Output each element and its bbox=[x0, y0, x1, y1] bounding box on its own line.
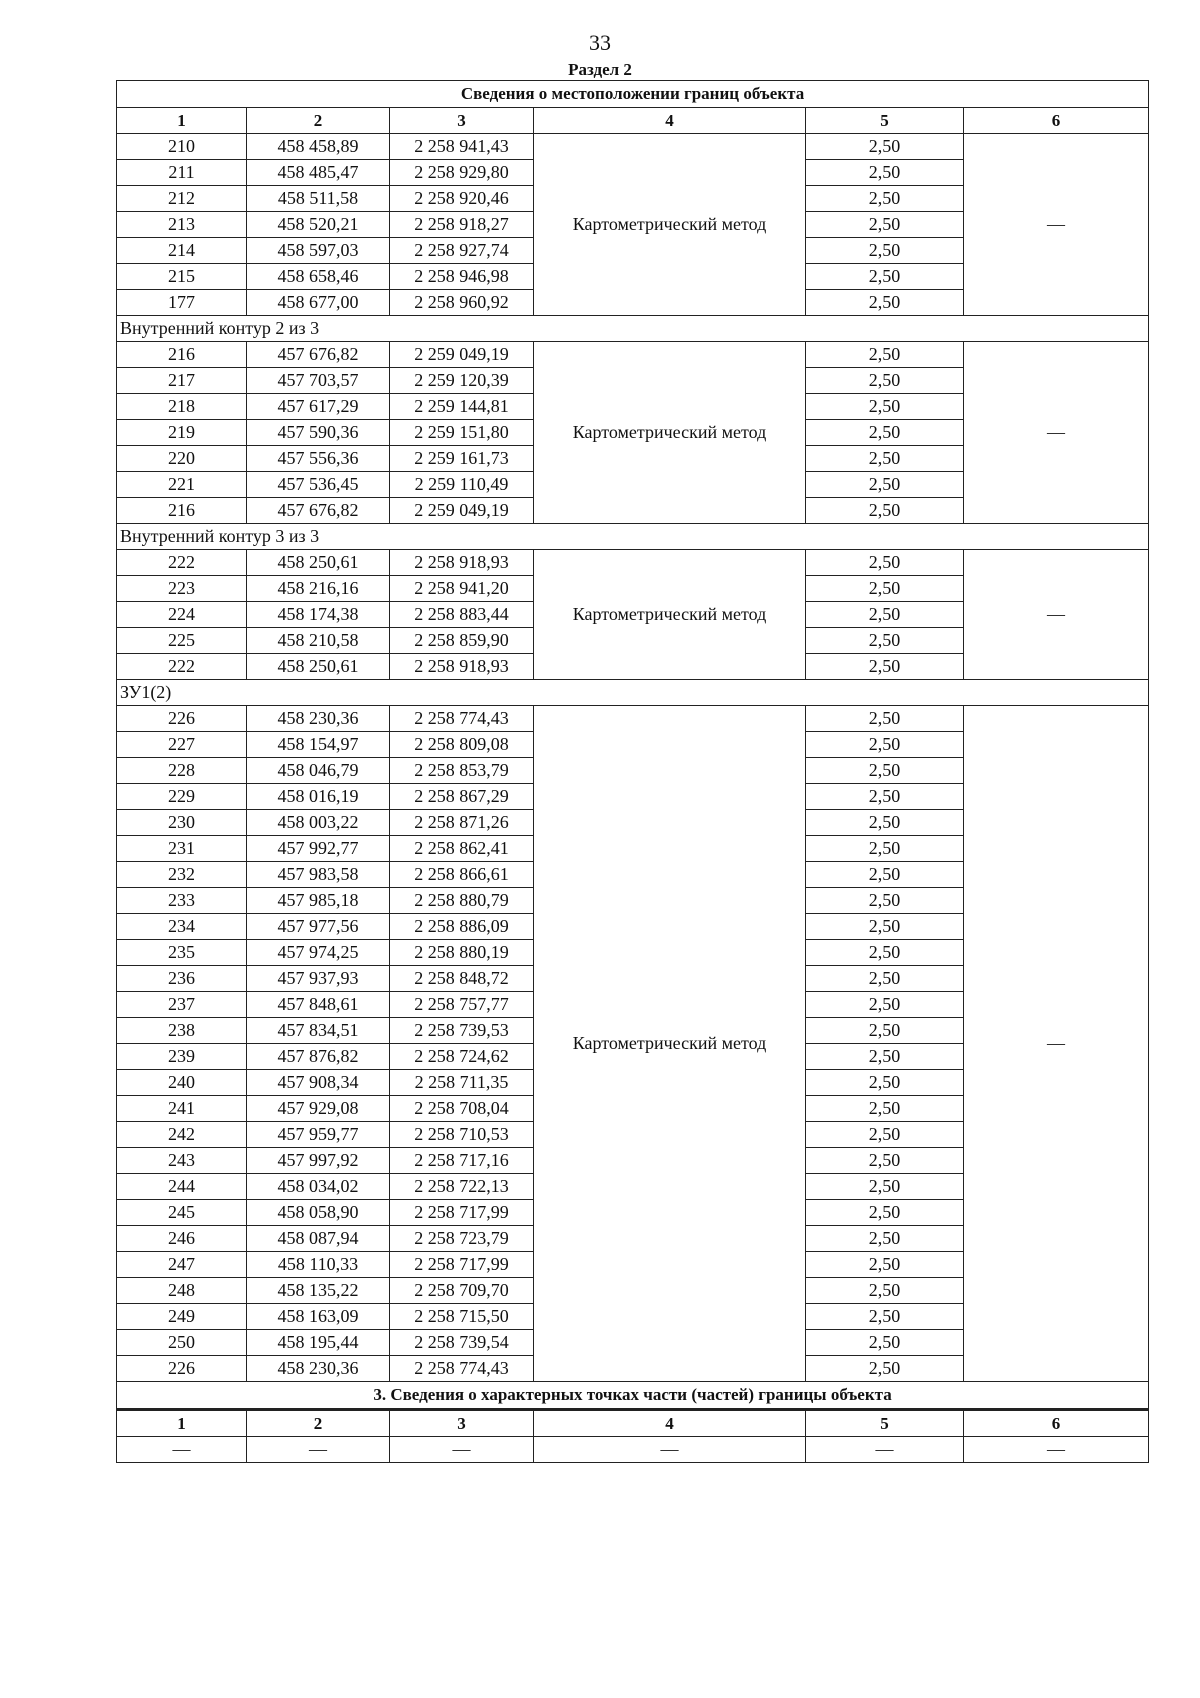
accuracy-cell: 2,50 bbox=[806, 342, 964, 368]
y-coordinate-cell: 2 258 929,80 bbox=[390, 160, 534, 186]
x-coordinate-cell: 458 216,16 bbox=[247, 576, 390, 602]
y-coordinate-cell: 2 258 739,53 bbox=[390, 1018, 534, 1044]
part-cell: — bbox=[806, 1437, 964, 1463]
accuracy-cell: 2,50 bbox=[806, 1252, 964, 1278]
y-coordinate-cell: 2 258 960,92 bbox=[390, 290, 534, 316]
point-number-cell: 248 bbox=[117, 1278, 247, 1304]
part-column-header: 4 bbox=[534, 1410, 806, 1437]
point-number-cell: 211 bbox=[117, 160, 247, 186]
accuracy-cell: 2,50 bbox=[806, 1174, 964, 1200]
accuracy-cell: 2,50 bbox=[806, 160, 964, 186]
x-coordinate-cell: 458 597,03 bbox=[247, 238, 390, 264]
x-coordinate-cell: 457 834,51 bbox=[247, 1018, 390, 1044]
point-number-cell: 247 bbox=[117, 1252, 247, 1278]
y-coordinate-cell: 2 258 867,29 bbox=[390, 784, 534, 810]
point-number-cell: 235 bbox=[117, 940, 247, 966]
point-number-cell: 240 bbox=[117, 1070, 247, 1096]
table-row bbox=[117, 134, 1149, 160]
accuracy-cell: 2,50 bbox=[806, 992, 964, 1018]
point-number-cell: 234 bbox=[117, 914, 247, 940]
y-coordinate-cell: 2 258 757,77 bbox=[390, 992, 534, 1018]
contour-label-row bbox=[117, 680, 1149, 706]
accuracy-cell: 2,50 bbox=[806, 186, 964, 212]
x-coordinate-cell: 457 983,58 bbox=[247, 862, 390, 888]
boundary-table bbox=[116, 80, 1149, 1463]
column-header: 1 bbox=[117, 108, 247, 134]
y-coordinate-cell: 2 258 710,53 bbox=[390, 1122, 534, 1148]
x-coordinate-cell: 458 154,97 bbox=[247, 732, 390, 758]
y-coordinate-cell: 2 258 946,98 bbox=[390, 264, 534, 290]
point-number-cell: 226 bbox=[117, 1356, 247, 1382]
point-number-cell: 217 bbox=[117, 368, 247, 394]
x-coordinate-cell: 457 536,45 bbox=[247, 472, 390, 498]
x-coordinate-cell: 458 485,47 bbox=[247, 160, 390, 186]
point-number-cell: 228 bbox=[117, 758, 247, 784]
accuracy-cell: 2,50 bbox=[806, 888, 964, 914]
accuracy-cell: 2,50 bbox=[806, 654, 964, 680]
point-number-cell: 212 bbox=[117, 186, 247, 212]
x-coordinate-cell: 458 511,58 bbox=[247, 186, 390, 212]
accuracy-cell: 2,50 bbox=[806, 810, 964, 836]
x-coordinate-cell: 458 058,90 bbox=[247, 1200, 390, 1226]
table-row bbox=[117, 550, 1149, 576]
y-coordinate-cell: 2 258 920,46 bbox=[390, 186, 534, 212]
column-header: 3 bbox=[390, 108, 534, 134]
y-coordinate-cell: 2 259 144,81 bbox=[390, 394, 534, 420]
contour-label: Внутренний контур 3 из 3 bbox=[117, 524, 1149, 550]
point-number-cell: 226 bbox=[117, 706, 247, 732]
x-coordinate-cell: 458 520,21 bbox=[247, 212, 390, 238]
y-coordinate-cell: 2 258 724,62 bbox=[390, 1044, 534, 1070]
accuracy-cell: 2,50 bbox=[806, 1070, 964, 1096]
accuracy-cell: 2,50 bbox=[806, 628, 964, 654]
x-coordinate-cell: 458 250,61 bbox=[247, 654, 390, 680]
accuracy-cell: 2,50 bbox=[806, 264, 964, 290]
y-coordinate-cell: 2 258 883,44 bbox=[390, 602, 534, 628]
y-coordinate-cell: 2 258 809,08 bbox=[390, 732, 534, 758]
part-column-header-row bbox=[117, 1410, 1149, 1437]
part-column-header: 5 bbox=[806, 1410, 964, 1437]
point-number-cell: 241 bbox=[117, 1096, 247, 1122]
y-coordinate-cell: 2 258 918,27 bbox=[390, 212, 534, 238]
x-coordinate-cell: 457 929,08 bbox=[247, 1096, 390, 1122]
accuracy-cell: 2,50 bbox=[806, 1200, 964, 1226]
table-row bbox=[117, 342, 1149, 368]
y-coordinate-cell: 2 258 708,04 bbox=[390, 1096, 534, 1122]
accuracy-cell: 2,50 bbox=[806, 836, 964, 862]
part-table-row bbox=[117, 1437, 1149, 1463]
x-coordinate-cell: 457 959,77 bbox=[247, 1122, 390, 1148]
y-coordinate-cell: 2 259 049,19 bbox=[390, 498, 534, 524]
point-number-cell: 227 bbox=[117, 732, 247, 758]
x-coordinate-cell: 458 658,46 bbox=[247, 264, 390, 290]
y-coordinate-cell: 2 258 871,26 bbox=[390, 810, 534, 836]
description-cell: — bbox=[964, 550, 1149, 680]
x-coordinate-cell: 458 458,89 bbox=[247, 134, 390, 160]
x-coordinate-cell: 457 590,36 bbox=[247, 420, 390, 446]
point-number-cell: 230 bbox=[117, 810, 247, 836]
x-coordinate-cell: 458 016,19 bbox=[247, 784, 390, 810]
x-coordinate-cell: 457 617,29 bbox=[247, 394, 390, 420]
y-coordinate-cell: 2 258 715,50 bbox=[390, 1304, 534, 1330]
x-coordinate-cell: 457 703,57 bbox=[247, 368, 390, 394]
column-header: 2 bbox=[247, 108, 390, 134]
accuracy-cell: 2,50 bbox=[806, 1122, 964, 1148]
part-column-header: 1 bbox=[117, 1410, 247, 1437]
x-coordinate-cell: 457 974,25 bbox=[247, 940, 390, 966]
y-coordinate-cell: 2 258 862,41 bbox=[390, 836, 534, 862]
x-coordinate-cell: 457 676,82 bbox=[247, 498, 390, 524]
y-coordinate-cell: 2 258 927,74 bbox=[390, 238, 534, 264]
accuracy-cell: 2,50 bbox=[806, 394, 964, 420]
y-coordinate-cell: 2 259 161,73 bbox=[390, 446, 534, 472]
y-coordinate-cell: 2 259 120,39 bbox=[390, 368, 534, 394]
column-header: 4 bbox=[534, 108, 806, 134]
point-number-cell: 222 bbox=[117, 550, 247, 576]
y-coordinate-cell: 2 259 049,19 bbox=[390, 342, 534, 368]
method-cell: Картометрический метод bbox=[534, 134, 806, 316]
x-coordinate-cell: 457 848,61 bbox=[247, 992, 390, 1018]
accuracy-cell: 2,50 bbox=[806, 212, 964, 238]
method-cell: Картометрический метод bbox=[534, 550, 806, 680]
accuracy-cell: 2,50 bbox=[806, 1356, 964, 1382]
accuracy-cell: 2,50 bbox=[806, 238, 964, 264]
y-coordinate-cell: 2 258 717,16 bbox=[390, 1148, 534, 1174]
y-coordinate-cell: 2 258 848,72 bbox=[390, 966, 534, 992]
y-coordinate-cell: 2 259 110,49 bbox=[390, 472, 534, 498]
y-coordinate-cell: 2 258 853,79 bbox=[390, 758, 534, 784]
point-number-cell: 224 bbox=[117, 602, 247, 628]
y-coordinate-cell: 2 258 941,20 bbox=[390, 576, 534, 602]
x-coordinate-cell: 457 556,36 bbox=[247, 446, 390, 472]
x-coordinate-cell: 458 110,33 bbox=[247, 1252, 390, 1278]
point-number-cell: 237 bbox=[117, 992, 247, 1018]
accuracy-cell: 2,50 bbox=[806, 576, 964, 602]
point-number-cell: 216 bbox=[117, 342, 247, 368]
method-cell: Картометрический метод bbox=[534, 706, 806, 1382]
x-coordinate-cell: 457 876,82 bbox=[247, 1044, 390, 1070]
point-number-cell: 225 bbox=[117, 628, 247, 654]
point-number-cell: 223 bbox=[117, 576, 247, 602]
y-coordinate-cell: 2 258 711,35 bbox=[390, 1070, 534, 1096]
accuracy-cell: 2,50 bbox=[806, 290, 964, 316]
point-number-cell: 215 bbox=[117, 264, 247, 290]
x-coordinate-cell: 458 677,00 bbox=[247, 290, 390, 316]
part-column-header: 2 bbox=[247, 1410, 390, 1437]
x-coordinate-cell: 458 230,36 bbox=[247, 1356, 390, 1382]
table-caption: Сведения о местоположении границ объекта bbox=[117, 81, 1149, 108]
description-cell: — bbox=[964, 706, 1149, 1382]
x-coordinate-cell: 458 210,58 bbox=[247, 628, 390, 654]
y-coordinate-cell: 2 258 722,13 bbox=[390, 1174, 534, 1200]
point-number-cell: 238 bbox=[117, 1018, 247, 1044]
accuracy-cell: 2,50 bbox=[806, 862, 964, 888]
y-coordinate-cell: 2 258 918,93 bbox=[390, 654, 534, 680]
x-coordinate-cell: 458 046,79 bbox=[247, 758, 390, 784]
point-number-cell: 245 bbox=[117, 1200, 247, 1226]
part-cell: — bbox=[534, 1437, 806, 1463]
part-cell: — bbox=[390, 1437, 534, 1463]
contour-label: ЗУ1(2) bbox=[117, 680, 1149, 706]
x-coordinate-cell: 457 985,18 bbox=[247, 888, 390, 914]
part-column-header: 6 bbox=[964, 1410, 1149, 1437]
accuracy-cell: 2,50 bbox=[806, 134, 964, 160]
x-coordinate-cell: 458 135,22 bbox=[247, 1278, 390, 1304]
page-number: 33 bbox=[589, 30, 611, 55]
y-coordinate-cell: 2 258 918,93 bbox=[390, 550, 534, 576]
point-number-cell: 213 bbox=[117, 212, 247, 238]
accuracy-cell: 2,50 bbox=[806, 1148, 964, 1174]
y-coordinate-cell: 2 258 880,79 bbox=[390, 888, 534, 914]
y-coordinate-cell: 2 258 739,54 bbox=[390, 1330, 534, 1356]
point-number-cell: 220 bbox=[117, 446, 247, 472]
accuracy-cell: 2,50 bbox=[806, 914, 964, 940]
accuracy-cell: 2,50 bbox=[806, 550, 964, 576]
part-cell: — bbox=[247, 1437, 390, 1463]
accuracy-cell: 2,50 bbox=[806, 1096, 964, 1122]
y-coordinate-cell: 2 258 941,43 bbox=[390, 134, 534, 160]
x-coordinate-cell: 457 937,93 bbox=[247, 966, 390, 992]
contour-label: Внутренний контур 2 из 3 bbox=[117, 316, 1149, 342]
y-coordinate-cell: 2 258 866,61 bbox=[390, 862, 534, 888]
part-section-title: 3. Сведения о характерных точках части (частей) границы объекта bbox=[117, 1382, 1149, 1410]
accuracy-cell: 2,50 bbox=[806, 966, 964, 992]
x-coordinate-cell: 458 087,94 bbox=[247, 1226, 390, 1252]
accuracy-cell: 2,50 bbox=[806, 446, 964, 472]
x-coordinate-cell: 458 195,44 bbox=[247, 1330, 390, 1356]
point-number-cell: 214 bbox=[117, 238, 247, 264]
column-header: 6 bbox=[964, 108, 1149, 134]
x-coordinate-cell: 457 977,56 bbox=[247, 914, 390, 940]
x-coordinate-cell: 458 250,61 bbox=[247, 550, 390, 576]
y-coordinate-cell: 2 258 717,99 bbox=[390, 1252, 534, 1278]
point-number-cell: 232 bbox=[117, 862, 247, 888]
y-coordinate-cell: 2 258 859,90 bbox=[390, 628, 534, 654]
x-coordinate-cell: 457 676,82 bbox=[247, 342, 390, 368]
y-coordinate-cell: 2 258 717,99 bbox=[390, 1200, 534, 1226]
accuracy-cell: 2,50 bbox=[806, 420, 964, 446]
accuracy-cell: 2,50 bbox=[806, 1226, 964, 1252]
section-title: Раздел 2 bbox=[568, 60, 632, 79]
accuracy-cell: 2,50 bbox=[806, 1044, 964, 1070]
point-number-cell: 219 bbox=[117, 420, 247, 446]
x-coordinate-cell: 458 003,22 bbox=[247, 810, 390, 836]
point-number-cell: 233 bbox=[117, 888, 247, 914]
point-number-cell: 216 bbox=[117, 498, 247, 524]
point-number-cell: 242 bbox=[117, 1122, 247, 1148]
table-row bbox=[117, 706, 1149, 732]
x-coordinate-cell: 458 174,38 bbox=[247, 602, 390, 628]
point-number-cell: 231 bbox=[117, 836, 247, 862]
point-number-cell: 246 bbox=[117, 1226, 247, 1252]
y-coordinate-cell: 2 258 886,09 bbox=[390, 914, 534, 940]
accuracy-cell: 2,50 bbox=[806, 472, 964, 498]
x-coordinate-cell: 457 908,34 bbox=[247, 1070, 390, 1096]
part-cell: — bbox=[117, 1437, 247, 1463]
point-number-cell: 250 bbox=[117, 1330, 247, 1356]
point-number-cell: 221 bbox=[117, 472, 247, 498]
y-coordinate-cell: 2 258 880,19 bbox=[390, 940, 534, 966]
y-coordinate-cell: 2 258 774,43 bbox=[390, 1356, 534, 1382]
point-number-cell: 177 bbox=[117, 290, 247, 316]
accuracy-cell: 2,50 bbox=[806, 784, 964, 810]
x-coordinate-cell: 458 163,09 bbox=[247, 1304, 390, 1330]
x-coordinate-cell: 458 034,02 bbox=[247, 1174, 390, 1200]
point-number-cell: 236 bbox=[117, 966, 247, 992]
accuracy-cell: 2,50 bbox=[806, 732, 964, 758]
y-coordinate-cell: 2 258 709,70 bbox=[390, 1278, 534, 1304]
column-header: 5 bbox=[806, 108, 964, 134]
x-coordinate-cell: 457 997,92 bbox=[247, 1148, 390, 1174]
accuracy-cell: 2,50 bbox=[806, 758, 964, 784]
x-coordinate-cell: 458 230,36 bbox=[247, 706, 390, 732]
y-coordinate-cell: 2 258 774,43 bbox=[390, 706, 534, 732]
description-cell: — bbox=[964, 134, 1149, 316]
point-number-cell: 244 bbox=[117, 1174, 247, 1200]
part-cell: — bbox=[964, 1437, 1149, 1463]
y-coordinate-cell: 2 259 151,80 bbox=[390, 420, 534, 446]
point-number-cell: 222 bbox=[117, 654, 247, 680]
accuracy-cell: 2,50 bbox=[806, 602, 964, 628]
point-number-cell: 239 bbox=[117, 1044, 247, 1070]
y-coordinate-cell: 2 258 723,79 bbox=[390, 1226, 534, 1252]
contour-label-row bbox=[117, 316, 1149, 342]
accuracy-cell: 2,50 bbox=[806, 940, 964, 966]
accuracy-cell: 2,50 bbox=[806, 1330, 964, 1356]
method-cell: Картометрический метод bbox=[534, 342, 806, 524]
table-caption-row bbox=[117, 81, 1149, 108]
point-number-cell: 249 bbox=[117, 1304, 247, 1330]
x-coordinate-cell: 457 992,77 bbox=[247, 836, 390, 862]
accuracy-cell: 2,50 bbox=[806, 498, 964, 524]
contour-label-row bbox=[117, 524, 1149, 550]
accuracy-cell: 2,50 bbox=[806, 368, 964, 394]
point-number-cell: 218 bbox=[117, 394, 247, 420]
description-cell: — bbox=[964, 342, 1149, 524]
point-number-cell: 243 bbox=[117, 1148, 247, 1174]
accuracy-cell: 2,50 bbox=[806, 1304, 964, 1330]
part-section-title-row bbox=[117, 1382, 1149, 1410]
accuracy-cell: 2,50 bbox=[806, 706, 964, 732]
part-column-header: 3 bbox=[390, 1410, 534, 1437]
accuracy-cell: 2,50 bbox=[806, 1018, 964, 1044]
point-number-cell: 210 bbox=[117, 134, 247, 160]
point-number-cell: 229 bbox=[117, 784, 247, 810]
column-header-row bbox=[117, 108, 1149, 134]
accuracy-cell: 2,50 bbox=[806, 1278, 964, 1304]
